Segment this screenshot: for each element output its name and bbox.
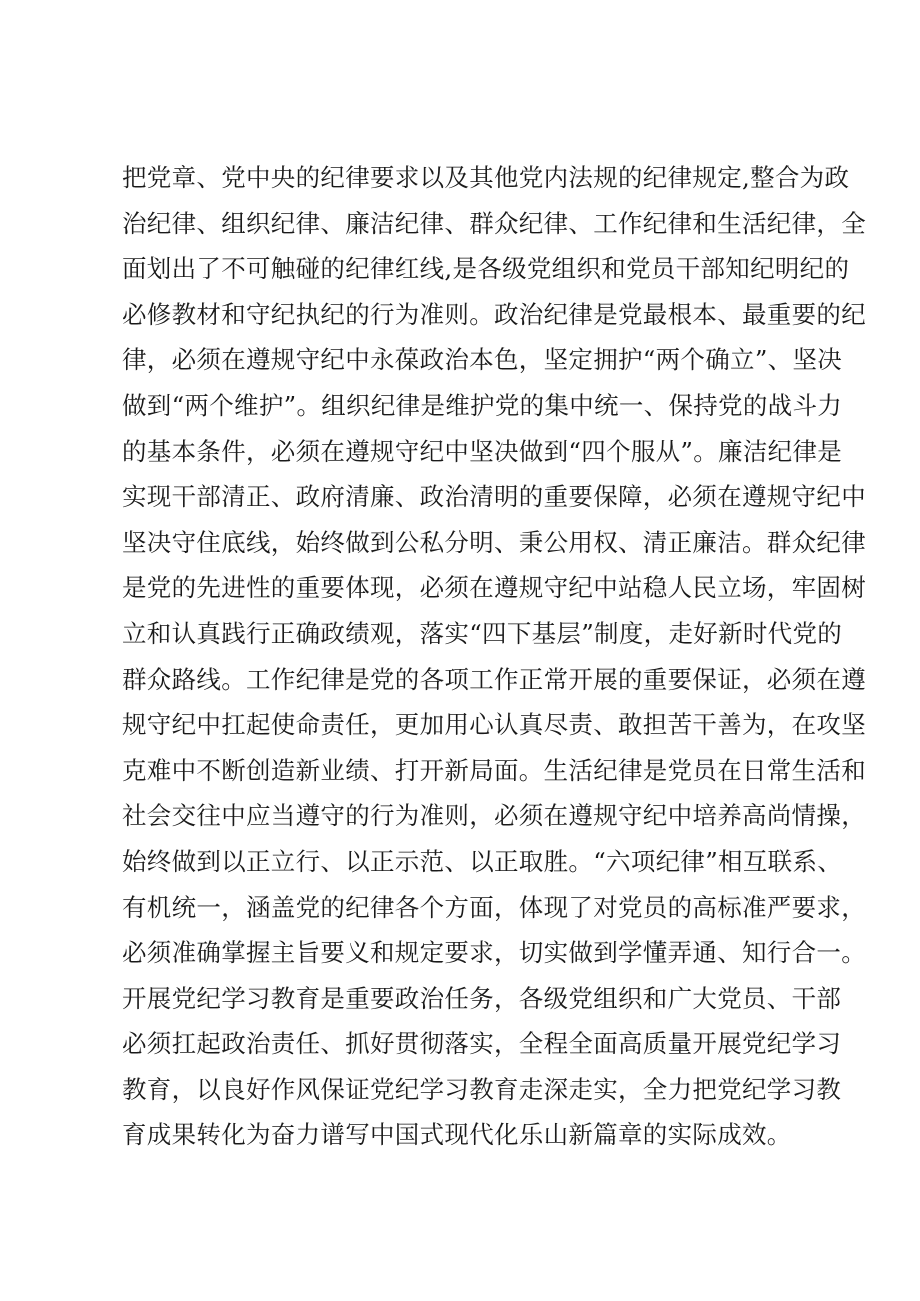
text-line: 克难中不断创造新业绩、打开新局面。生活纪律是党员在日常生活和 — [122, 755, 866, 785]
text-line: 是党的先进性的重要体现，必须在遵规守纪中站稳人民立场，牢固树 — [122, 573, 866, 603]
text-line: 面划出了不可触碰的纪律红线,是各级党组织和党员干部知纪明纪的 — [122, 254, 850, 284]
text-line: 的基本条件，必须在遵规守纪中坚决做到“四个服从”。廉洁纪律是 — [122, 436, 843, 466]
text-line: 有机统一，涵盖党的纪律各个方面，体现了对党员的高标准严要求， — [122, 892, 866, 922]
text-line: 把党章、党中央的纪律要求以及其他党内法规的纪律规定,整合为政 — [122, 163, 850, 192]
document-body — [122, 155, 866, 1158]
text-line-last: 育成果转化为奋力谱写中国式现代化乐山新篇章的实际成效。 — [122, 1120, 792, 1150]
text-line: 坚决守住底线，始终做到公私分明、秉公用权、清正廉洁。群众纪律 — [122, 527, 866, 557]
text-line: 立和认真践行正确政绩观，落实“四下基层”制度，走好新时代党的 — [122, 618, 843, 648]
text-line: 必须扛起政治责任、抓好贯彻落实，全程全面高质量开展党纪学习 — [122, 1029, 842, 1059]
text-line: 开展党纪学习教育是重要政治任务，各级党组织和广大党员、干部 — [122, 983, 842, 1013]
text-line: 社会交往中应当遵守的行为准则，必须在遵规守纪中培养高尚情操， — [122, 801, 866, 831]
text-line: 实现干部清正、政府清廉、政治清明的重要保障，必须在遵规守纪中 — [122, 482, 866, 512]
text-line: 必修教材和守纪执纪的行为准则。政治纪律是党最根本、最重要的纪 — [122, 299, 866, 329]
text-line: 规守纪中扛起使命责任，更加用心认真尽责、敢担苦干善为，在攻坚 — [122, 710, 866, 740]
text-line: 群众路线。工作纪律是党的各项工作正常开展的重要保证，必须在遵 — [122, 664, 866, 694]
text-line: 必须准确掌握主旨要义和规定要求，切实做到学懂弄通、知行合一。 — [122, 938, 866, 968]
text-line: 治纪律、组织纪律、廉洁纪律、群众纪律、工作纪律和生活纪律，全 — [122, 208, 866, 238]
text-line: 始终做到以正立行、以正示范、以正取胜。“六项纪律”相互联系、 — [122, 846, 843, 876]
text-line: 律，必须在遵规守纪中永葆政治本色，坚定拥护“两个确立”、坚决 — [122, 345, 843, 375]
text-line: 做到“两个维护”。组织纪律是维护党的集中统一、保持党的战斗力 — [122, 390, 843, 420]
text-line: 教育，以良好作风保证党纪学习教育走深走实，全力把党纪学习教 — [122, 1074, 842, 1104]
